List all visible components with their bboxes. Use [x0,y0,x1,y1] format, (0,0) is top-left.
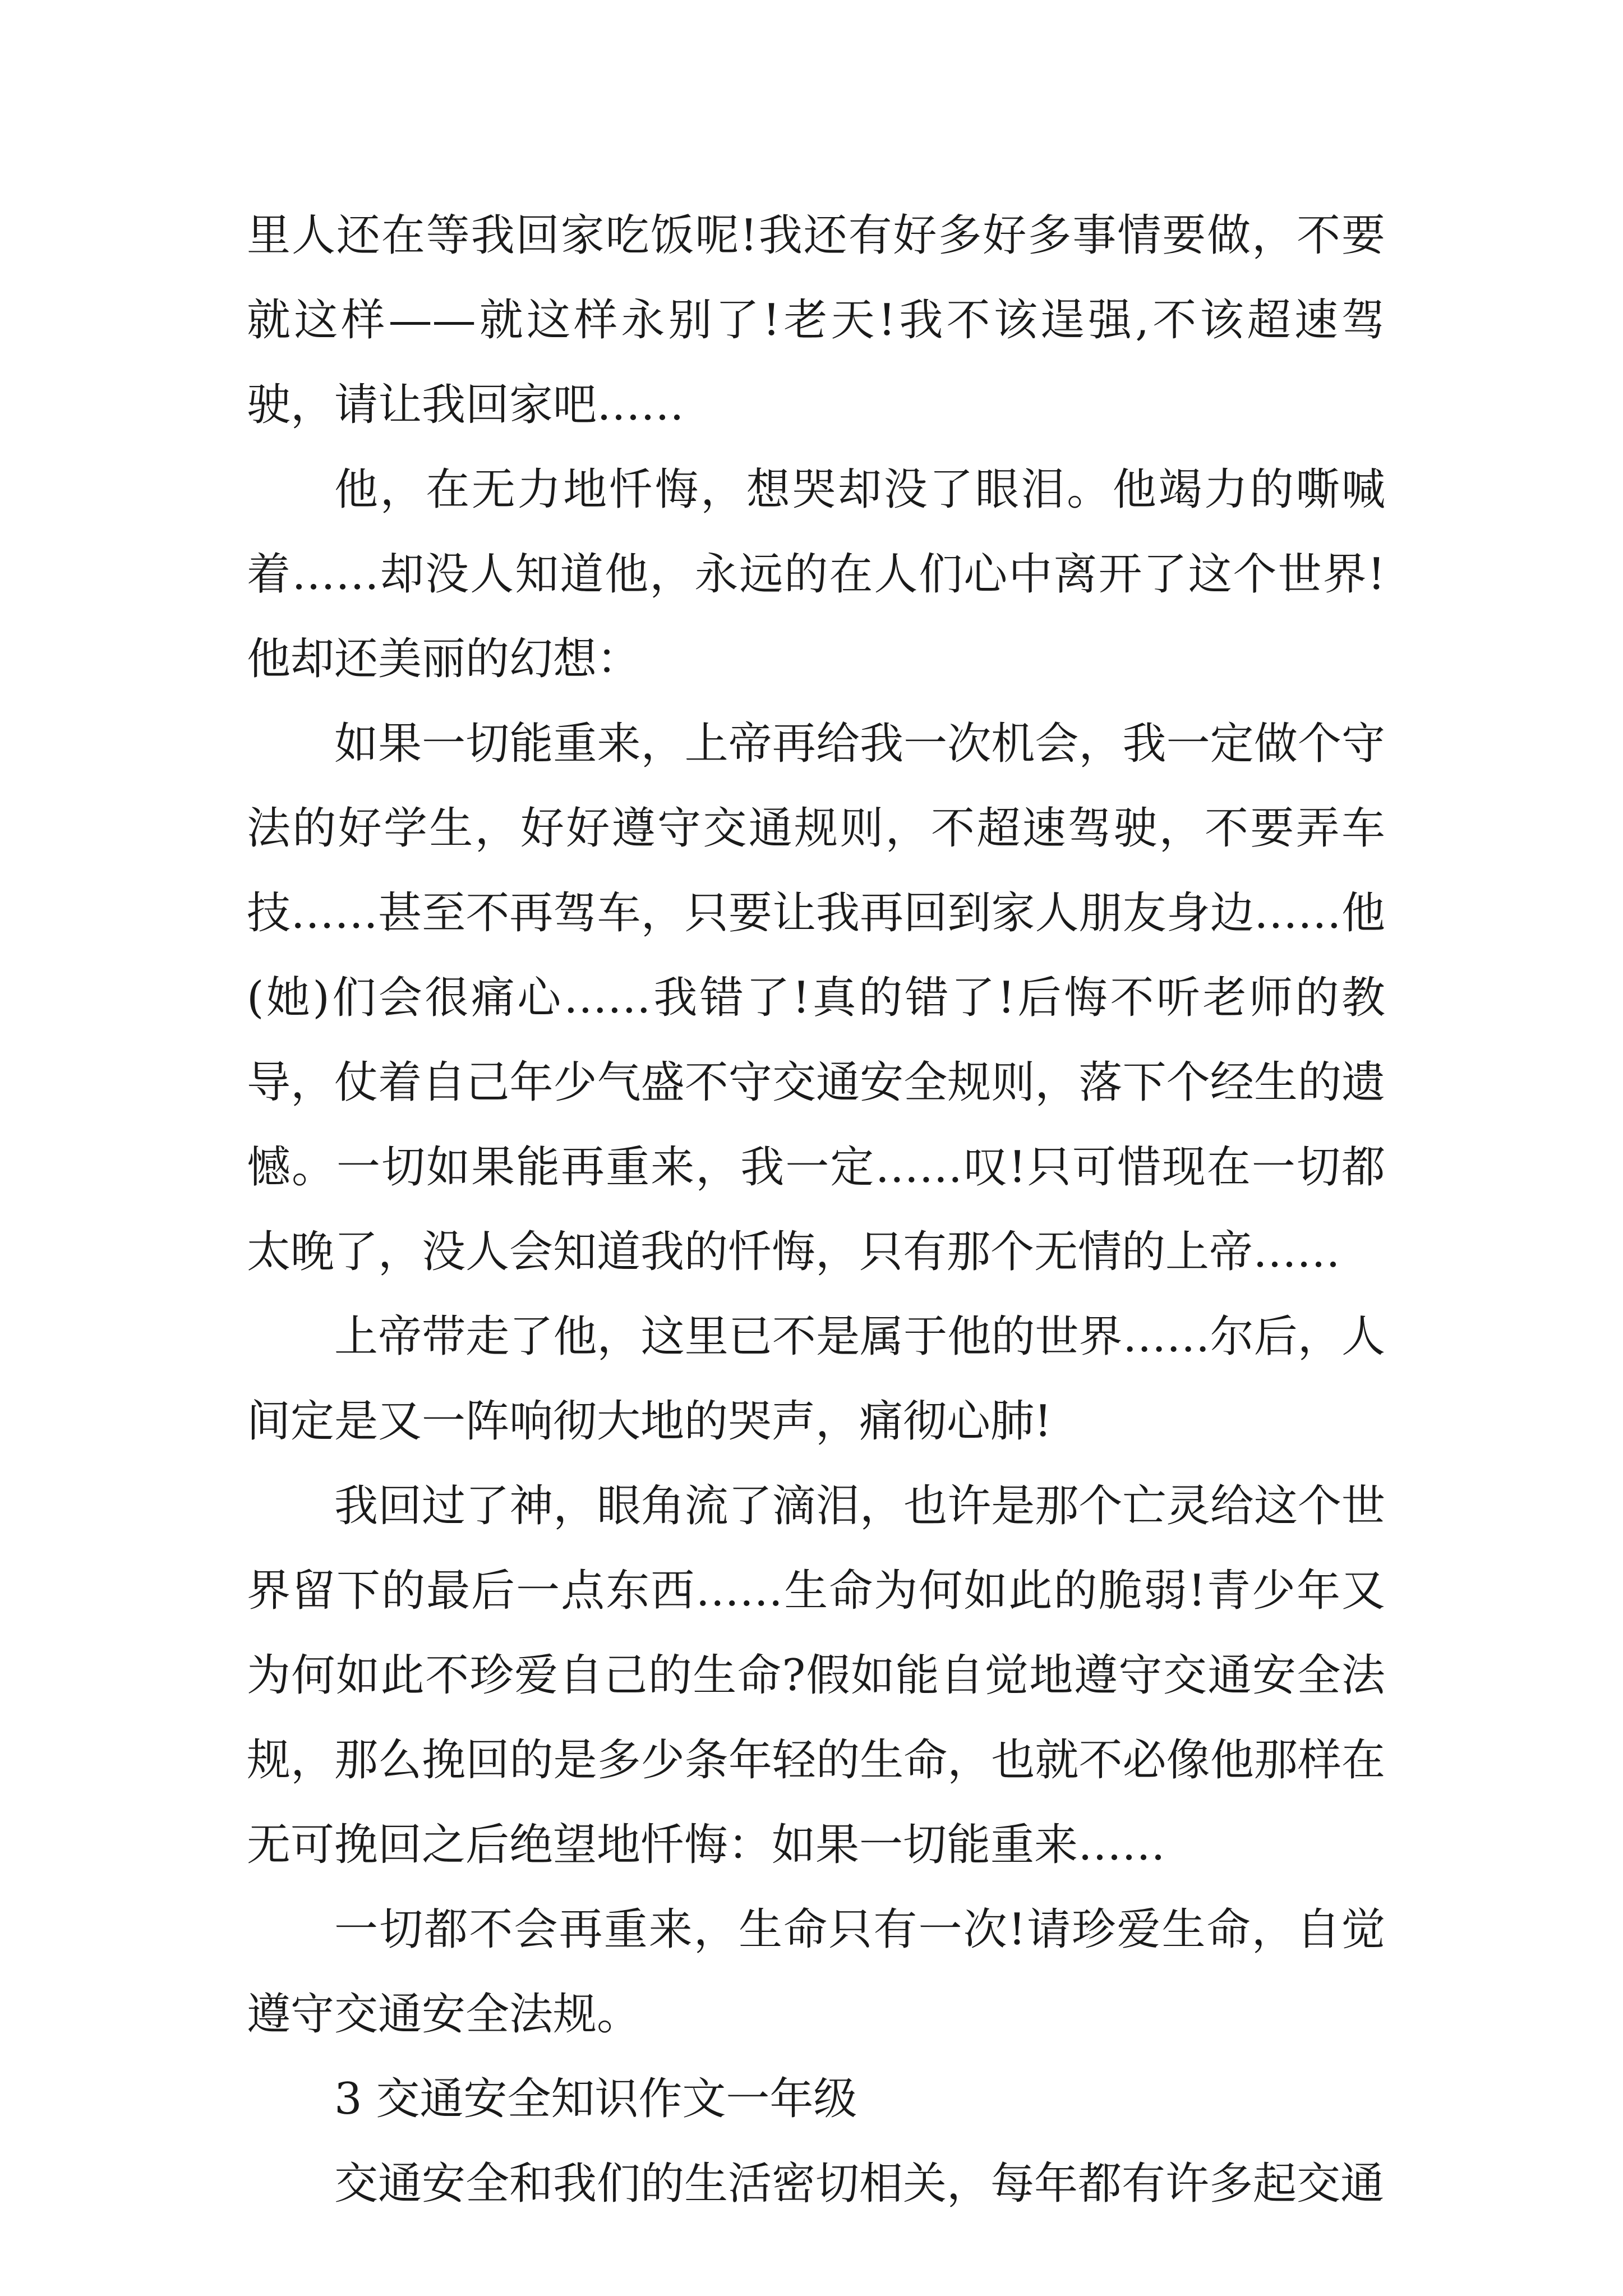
paragraph: 一切都不会再重来，生命只有一次!请珍爱生命，自觉遵守交通安全法规。 [247,1904,1385,2040]
paragraph: 我回过了神，眼角流了滴泪，也许是那个亡灵给这个世界留下的最后一点东西……生命为何如此的脆弱!青少年又为何如此不珍爱自己的生命?假如能自觉地遵守交通安全法规，那么挽回的是多少条年轻的生命，也就不必像他那样在无可挽回之后绝望地忏悔：如果一切能重来…… [247,1481,1385,1870]
paragraph: 上帝带走了他，这里已不是属于他的世界……尔后，人间定是又一阵响彻大地的哭声，痛彻心肺! [247,1312,1385,1447]
paragraph: 如果一切能重来，上帝再给我一次机会，我一定做个守法的好学生，好好遵守交通规则，不超速驾驶，不要弄车技……甚至不再驾车，只要让我再回到家人朋友身边……他(她)们会很痛心……我错了!真的错了!后悔不听老师的教导，仗着自己年少气盛不守交通安全规则，落下个经生的遗憾。一切如果能再重来，我一定……叹!只可惜现在一切都太晚了，没人会知道我的忏悔，只有那个无情的上帝…… [247,719,1385,1277]
paragraph: 里人还在等我回家吃饭呢!我还有好多好多事情要做，不要就这样——就这样永别了!老天!我不该逞强,不该超速驾驶，请让我回家吧…… [247,210,1385,430]
paragraph: 他，在无力地忏悔，想哭却没了眼泪。他竭力的嘶喊着……却没人知道他，永远的在人们心中离开了这个世界!他却还美丽的幻想： [247,464,1385,684]
paragraph: 交通安全和我们的生活密切相关，每年都有许多起交通 [334,2159,1385,2209]
body-text [247,194,1385,2226]
section-heading: 3 交通安全知识作文一年级 [334,2074,857,2124]
